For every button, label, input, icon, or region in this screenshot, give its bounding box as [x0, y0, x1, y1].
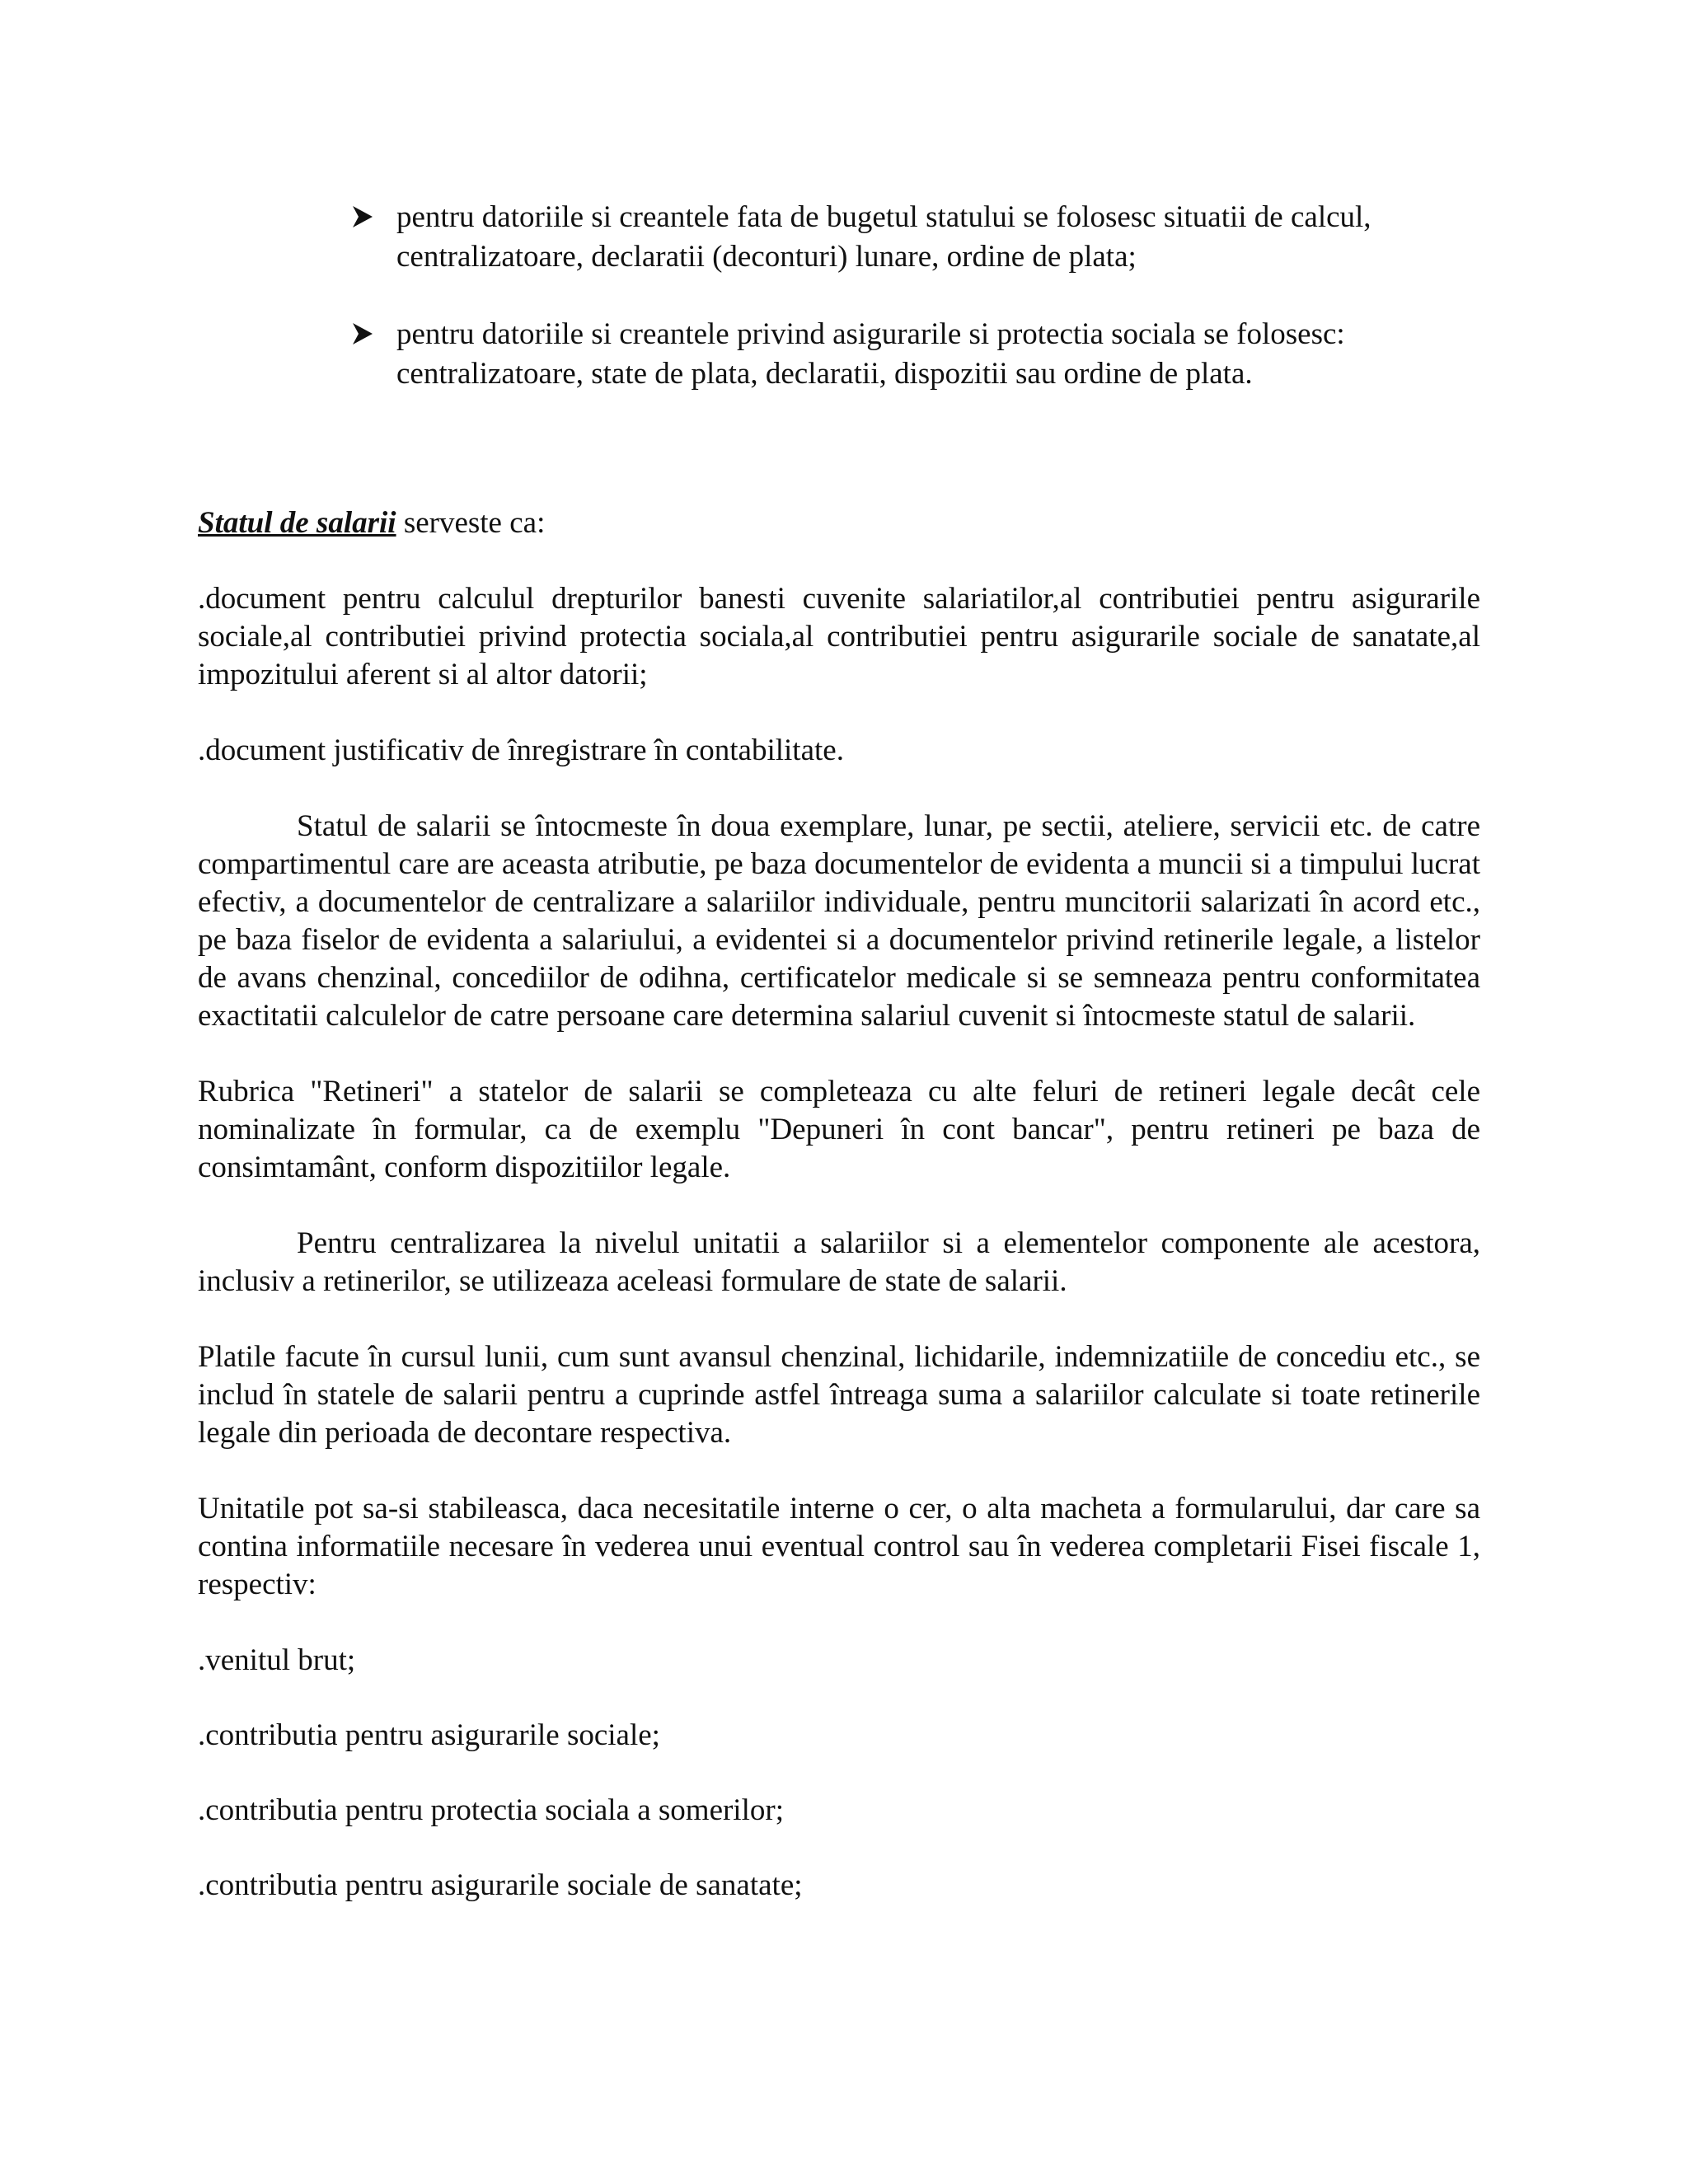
paragraph: .document justificativ de înregistrare în contabilitate.	[198, 733, 844, 767]
arrowhead-bullet-icon	[350, 204, 375, 229]
paragraph: Pentru centralizarea la nivelul unitatii a salariilor si a elementelor componente ale acestora, inclusiv a retinerilor, se utilizeaza aceleasi formulare de state de salarii.	[198, 1226, 1480, 1298]
section-title: Statul de salarii	[198, 506, 396, 540]
paragraph: Statul de salarii se întocmeste în doua exemplare, lunar, pe sectii, ateliere, servicii etc. de catre compartimentul care are aceasta atributie, pe baza documentelor de evidenta a muncii si a timpului lucrat efectiv, a documentelor de centralizare a salariilor individuale, pentru muncitorii salarizati în acord etc., pe baza fiselor de evidenta a salariului, a evidentei si a documentelor privind retinerile legale, a listelor de avans chenzinal, concediilor de odihna, certificatelor medicale si se semneaza pentru conformitatea exactitatii calculelor de catre persoane care determina salariul cuvenit si întocmeste statul de salarii.	[198, 809, 1480, 1033]
list-item: .contributia pentru asigurarile sociale de sanatate;	[198, 1868, 803, 1902]
arrowhead-bullet-icon	[350, 321, 375, 346]
bullet-line: pentru datoriile si creantele fata de bugetul statului se folosesc situatii de calcul,	[396, 200, 1372, 234]
section-heading	[198, 504, 1480, 542]
bullet-line: pentru datoriile si creantele privind asigurarile si protectia sociala se folosesc:	[396, 317, 1345, 351]
bullet-item	[342, 198, 1512, 277]
bullet-item	[342, 315, 1512, 394]
bullet-line: centralizatoare, declaratii (deconturi) lunare, ordine de plata;	[396, 240, 1137, 274]
list-item: .venitul brut;	[198, 1643, 356, 1677]
section-heading-rest: serveste ca:	[396, 506, 546, 540]
bullet-list	[342, 198, 1512, 432]
bullet-line: centralizatoare, state de plata, declaratii, dispozitii sau ordine de plata.	[396, 357, 1253, 391]
paragraph: .document pentru calculul drepturilor banesti cuvenite salariatilor,al contributiei pentru asigurarile sociale,al contributiei privind protectia sociala,al contributiei pentru asigurarile sociale de sanatate,al impozitului aferent si al altor datorii;	[198, 582, 1480, 691]
paragraph: Rubrica "Retineri" a statelor de salarii se completeaza cu alte feluri de retineri legale decât cele nominalizate în formular, ca de exemplu "Depuneri în cont bancar", pentru retineri pe baza de consimtamânt, conform dispozitiilor legale.	[198, 1075, 1480, 1184]
paragraph: Platile facute în cursul lunii, cum sunt avansul chenzinal, lichidarile, indemnizatiile de concediu etc., se includ în statele de salarii pentru a cuprinde astfel întreaga suma a salariilor calculate si toate retinerile legale din perioada de decontare respectiva.	[198, 1340, 1480, 1450]
list-item: .contributia pentru protectia sociala a somerilor;	[198, 1793, 784, 1827]
list-item: .contributia pentru asigurarile sociale;	[198, 1718, 660, 1752]
paragraph: Unitatile pot sa-si stabileasca, daca necesitatile interne o cer, o alta macheta a formularului, dar care sa contina informatiile necesare în vederea unui eventual control sau în vederea completarii Fisei fiscale 1, respectiv:	[198, 1492, 1480, 1601]
body-text	[198, 504, 1480, 1942]
